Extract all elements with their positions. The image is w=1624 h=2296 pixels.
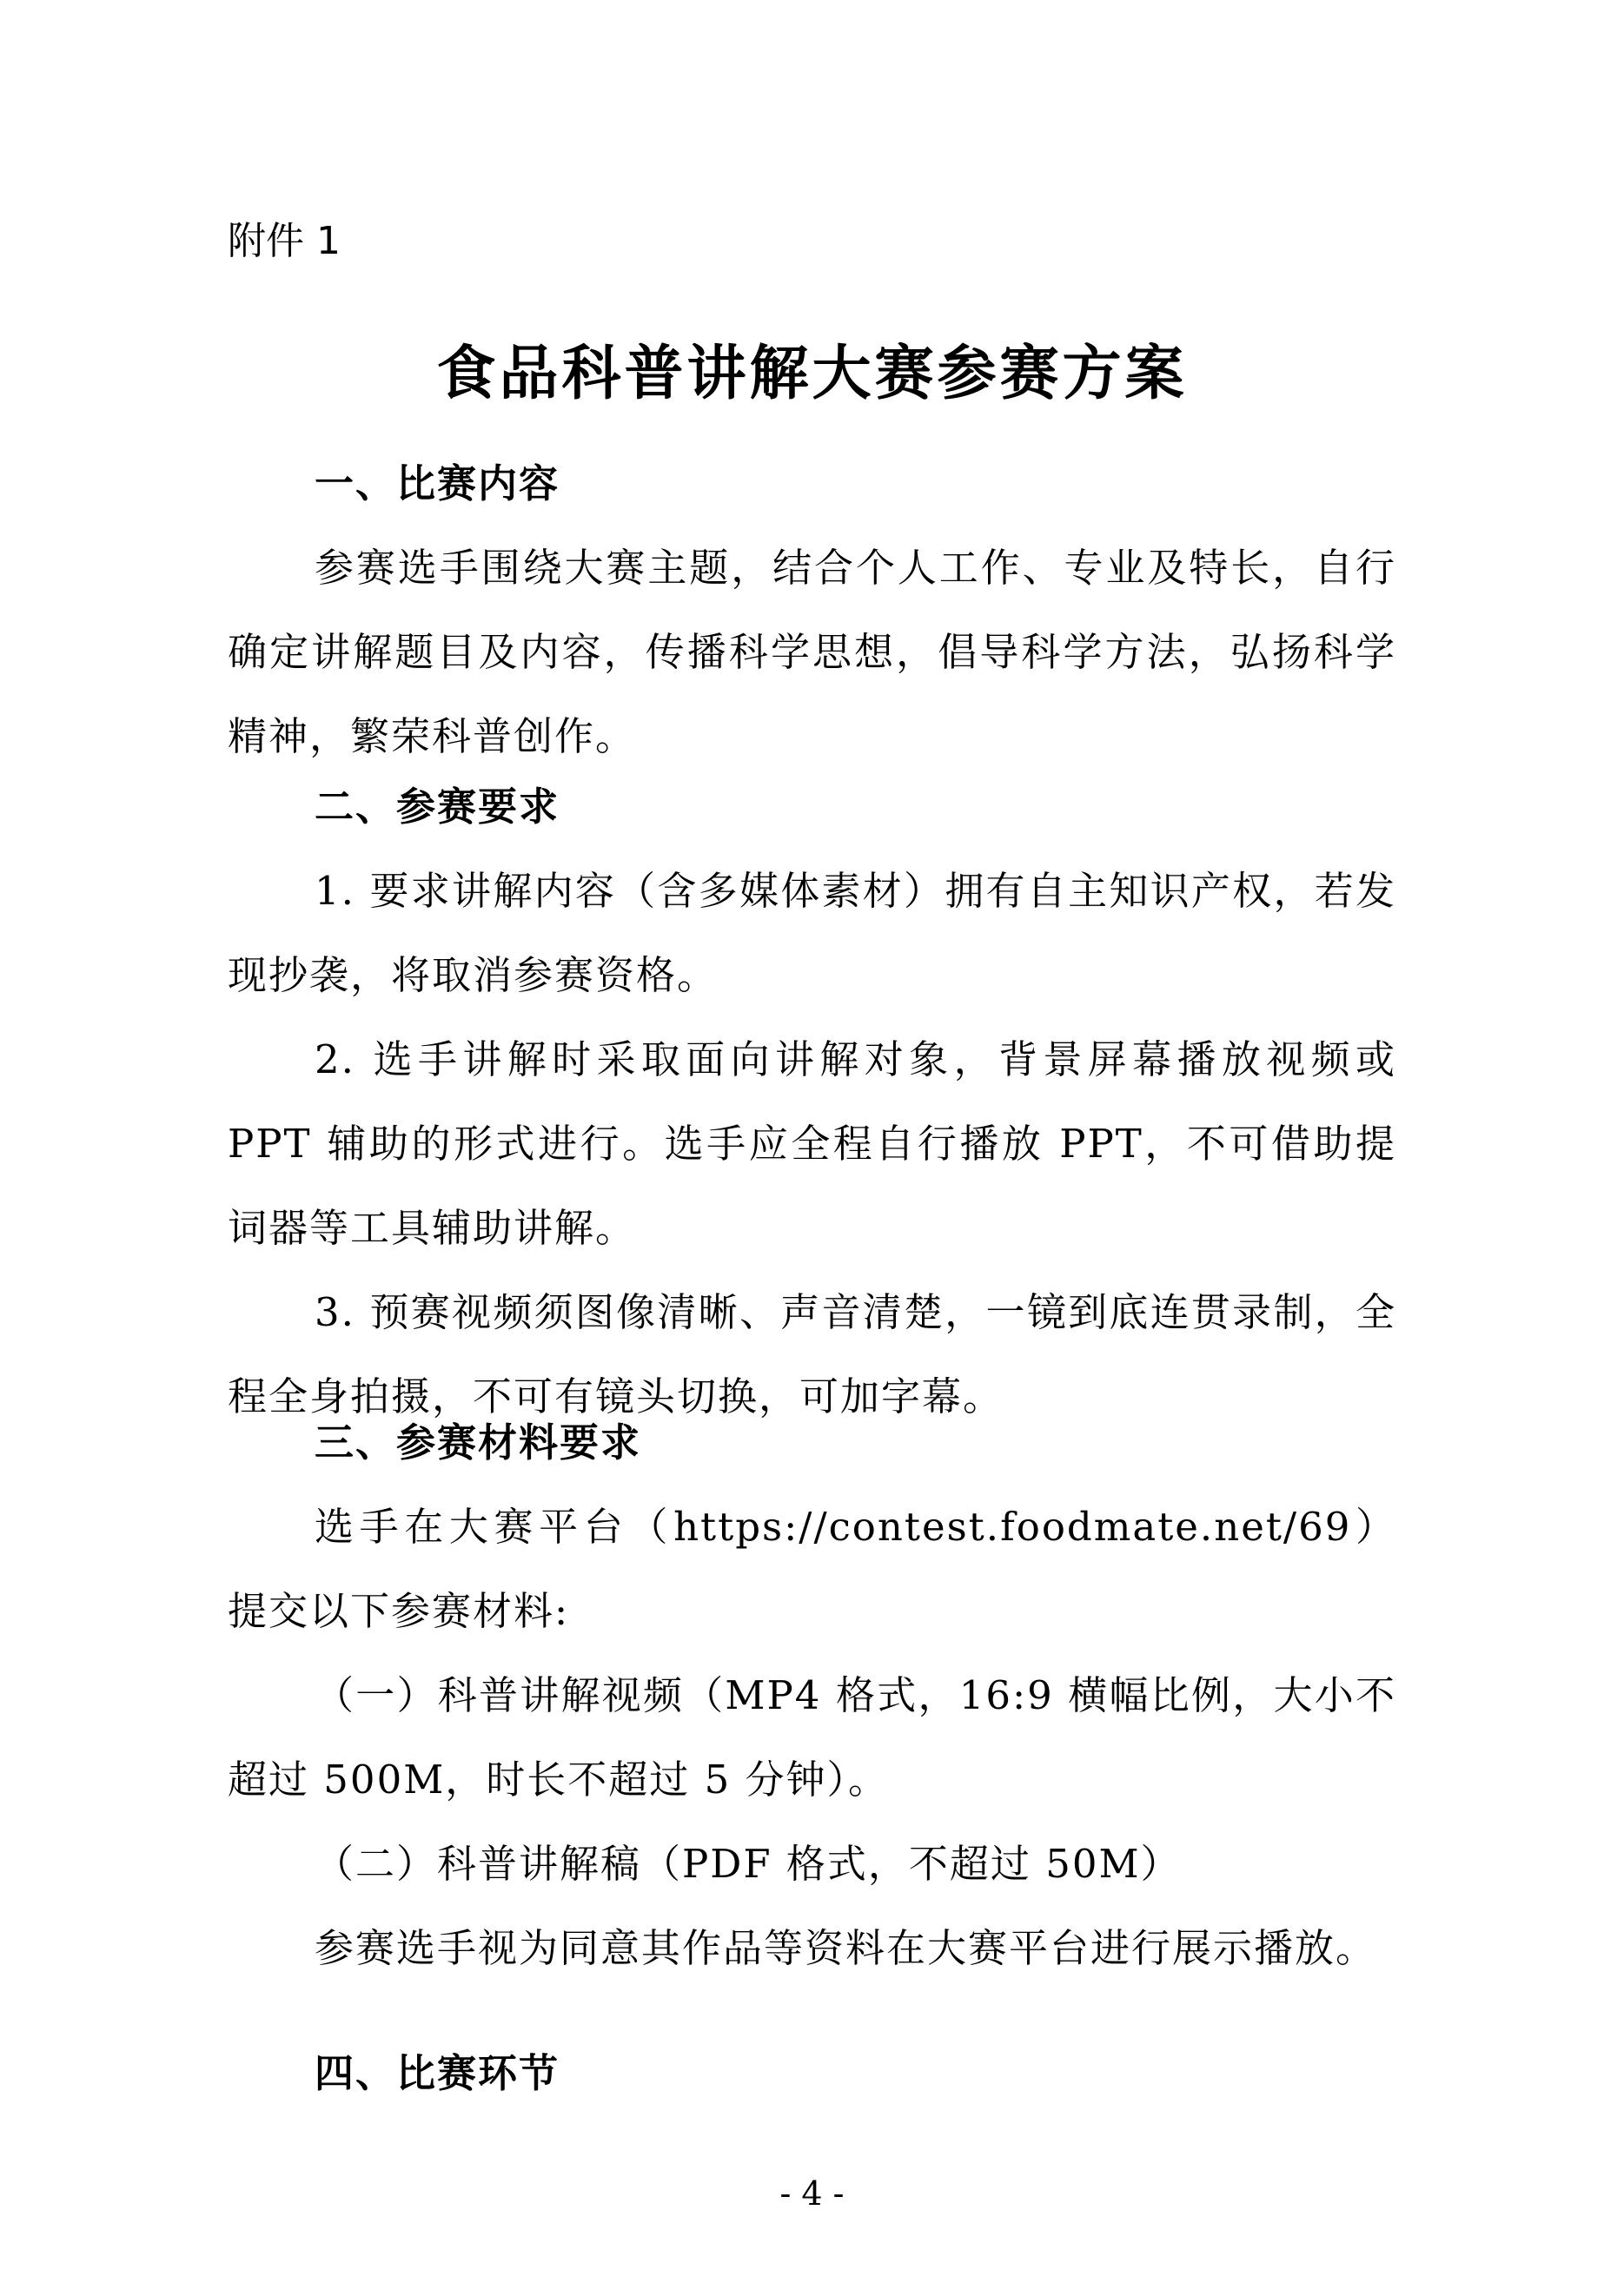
section-heading: 二、参赛要求 — [315, 784, 560, 830]
document-title: 食品科普讲解大赛参赛方案 — [436, 339, 1188, 408]
paragraph: 参赛选手视为同意其作品等资料在大赛平台进行展示播放。 — [315, 1925, 1377, 1971]
page-number: - 4 - — [779, 2174, 845, 2213]
paragraph: （一）科普讲解视频（MP4 格式，16:9 横幅比例，大小不超过 500M，时长不超过 5 分钟）。 — [228, 1672, 1396, 1803]
section-3 — [228, 1400, 1396, 1990]
paragraph: （二）科普讲解稿（PDF 格式，不超过 50M） — [315, 1841, 1182, 1887]
paragraph: 2. 选手讲解时采取面向讲解对象，背景屏幕播放视频或 PPT 辅助的形式进行。选手应全程自行播放 PPT，不可借助提词器等工具辅助讲解。 — [228, 1036, 1396, 1251]
annex-label: 附件 1 — [228, 219, 341, 263]
section-1 — [228, 441, 1396, 778]
section-heading: 四、比赛环节 — [315, 2050, 560, 2096]
section-heading: 三、参赛材料要求 — [315, 1419, 642, 1466]
paragraph: 参赛选手围绕大赛主题，结合个人工作、专业及特长，自行确定讲解题目及内容，传播科学思想，倡导科学方法，弘扬科学精神，繁荣科普创作。 — [228, 545, 1396, 759]
paragraph: 选手在大赛平台（https://contest.foodmate.net/69）提交以下参赛材料: — [228, 1504, 1396, 1634]
section-4 — [228, 2031, 1396, 2115]
paragraph: 1. 要求讲解内容（含多媒体素材）拥有自主知识产权，若发现抄袭，将取消参赛资格。 — [228, 868, 1396, 998]
section-2 — [228, 764, 1396, 1439]
paragraph: 3. 预赛视频须图像清晰、声音清楚，一镜到底连贯录制，全程全身拍摄，不可有镜头切换，可加字幕。 — [228, 1289, 1396, 1419]
section-heading: 一、比赛内容 — [315, 460, 560, 506]
